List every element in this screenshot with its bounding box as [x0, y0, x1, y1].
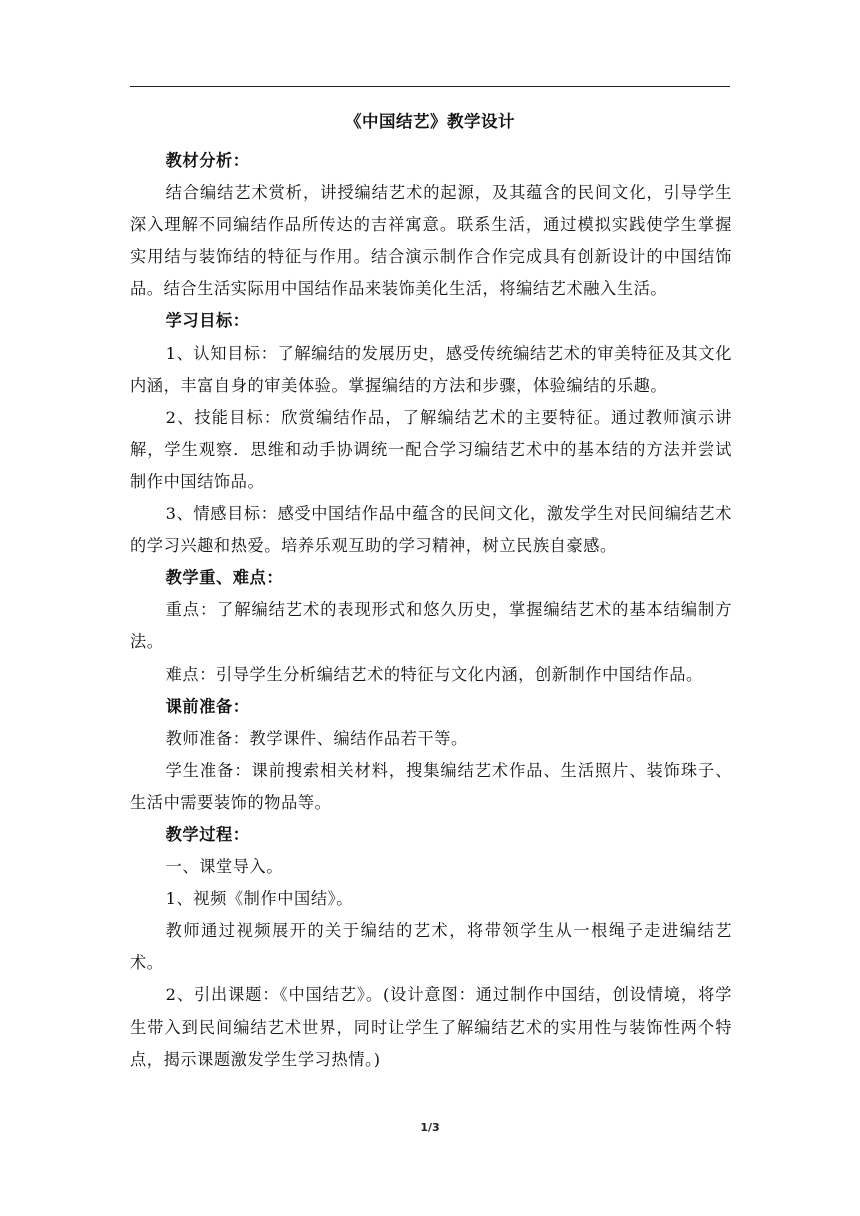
goal-emotion: 3、情感目标：感受中国结作品中蕴含的民间文化，激发学生对民间编结艺术的学习兴趣和热爱。培养乐观互助的学习精神，树立民族自豪感。 — [130, 504, 732, 556]
process-step-intro: 一、课堂导入。 — [165, 857, 284, 877]
analysis-heading: 教材分析： — [165, 151, 250, 170]
prep-student: 学生准备：课前搜索相关材料，搜集编结艺术作品、生活照片、装饰珠子、生活中需要装饰的物品等。 — [130, 760, 732, 812]
goals-heading: 学习目标： — [165, 311, 250, 331]
page-number: 1/3 — [420, 1121, 440, 1134]
document-body — [130, 145, 732, 1076]
process-heading: 教学过程： — [165, 824, 250, 844]
document-title: 《中国结艺》教学设计 — [345, 112, 515, 131]
process-video: 1、视频《制作中国结》。 — [165, 889, 354, 909]
focus-difficult-point: 难点：引导学生分析编结艺术的特征与文化内涵，创新制作中国结作品。 — [165, 664, 703, 684]
header-rule — [130, 86, 730, 87]
focus-key-point: 重点：了解编结艺术的表现形式和悠久历史，掌握编结艺术的基本结编制方法。 — [130, 600, 732, 652]
analysis-paragraph: 结合编结艺术赏析，讲授编结艺术的起源，及其蕴含的民间文化，引导学生深入理解不同编结作品所传达的吉祥寓意。联系生活，通过模拟实践使学生掌握实用结与装饰结的特征与作用。结合演示制作合作完成具有创新设计的中国结饰品。结合生活实际用中国结作品来装饰美化生活，将编结艺术融入生活。 — [130, 183, 732, 299]
goal-skill: 2、技能目标：欣赏编结作品，了解编结艺术的主要特征。通过教师演示讲解，学生观察．思维和动手协调统一配合学习编结艺术中的基本结的方法并尝试制作中国结饰品。 — [130, 407, 732, 491]
process-video-description: 教师通过视频展开的关于编结的艺术，将带领学生从一根绳子走进编结艺术。 — [130, 921, 732, 973]
goal-cognitive: 1、认知目标：了解编结的发展历史，感受传统编结艺术的审美特征及其文化内涵，丰富自身的审美体验。掌握编结的方法和步骤，体验编结的乐趣。 — [130, 343, 732, 395]
focus-heading: 教学重、难点： — [165, 568, 284, 588]
prep-heading: 课前准备： — [165, 696, 250, 716]
prep-teacher: 教师准备：教学课件、编结作品若干等。 — [165, 728, 468, 748]
process-topic: 2、引出课题：《中国结艺》。(设计意图：通过制作中国结，创设情境，将学生带入到民间编结艺术世界，同时让学生了解编结艺术的实用性与装饰性两个特点，揭示课题激发学生学习热情。) — [130, 985, 732, 1069]
